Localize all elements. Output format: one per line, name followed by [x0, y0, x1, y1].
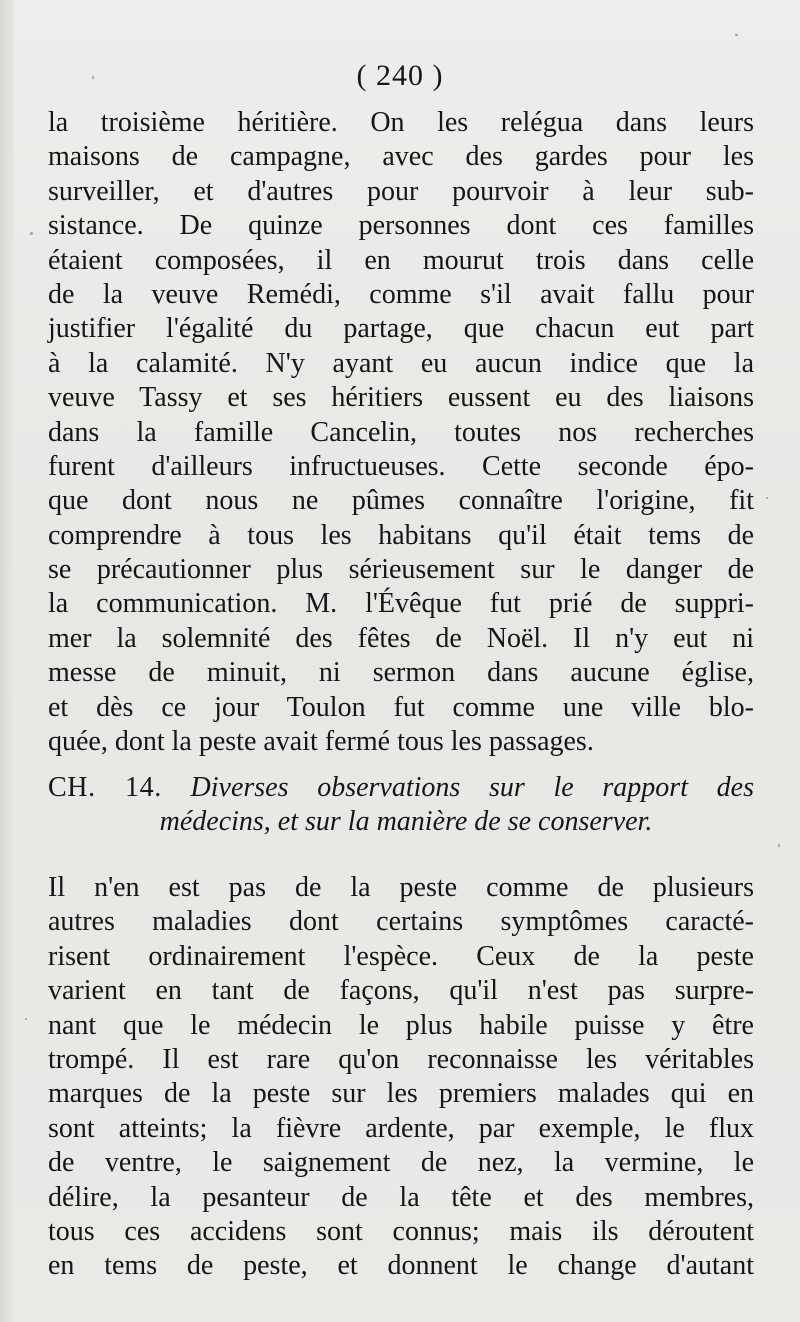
text-line: surveiller, et d'autres pour pourvoir à leur sub-: [48, 175, 754, 207]
text-line: veuve Tassy et ses héritiers eussent eu des liaisons: [48, 382, 754, 414]
text-line: nant que le médecin le plus habile puisse y être: [48, 1009, 754, 1041]
paper-speck: [30, 232, 33, 235]
text-line: trompé. Il est rare qu'on reconnaisse les véritables: [48, 1043, 754, 1075]
text-line: mer la solemnité des fêtes de Noël. Il n'y eut ni: [48, 622, 754, 654]
text-line: Il n'en est pas de la peste comme de plusieurs: [48, 872, 754, 903]
text-line: comprendre à tous les habitans qu'il était tems de: [48, 519, 754, 551]
text-line: de ventre, le saignement de nez, la vermine, le: [48, 1147, 754, 1179]
text-line: varient en tant de façons, qu'il n'est pas surpre-: [48, 975, 754, 1007]
text-line: quée, dont la peste avait fermé tous les passages.: [48, 726, 594, 758]
text-line: sont atteints; la fièvre ardente, par exemple, le flux: [48, 1112, 754, 1144]
text-line: de la veuve Remédi, comme s'il avait fallu pour: [48, 278, 754, 310]
text-line: furent d'ailleurs infructueuses. Cette seconde épo-: [48, 450, 754, 482]
text-line: et dès ce jour Toulon fut comme une ville blo-: [48, 691, 754, 723]
page-number: ( 240 ): [356, 59, 444, 92]
text-line: maisons de campagne, avec des gardes pour les: [48, 141, 754, 173]
text-line: que dont nous ne pûmes connaître l'origine, fit: [48, 485, 754, 517]
text-line: se précautionner plus sérieusement sur le danger de: [48, 554, 754, 586]
chapter-title-line-2: médecins, et sur la manière de se conserver.: [159, 806, 653, 837]
text-line: la troisième héritière. On les relégua dans leurs: [48, 107, 754, 138]
chapter-title-line-1: Diverses observations sur le rapport des: [190, 772, 754, 803]
text-line: messe de minuit, ni sermon dans aucune église,: [48, 657, 754, 689]
text-line: justifier l'égalité du partage, que chacun eut part: [48, 313, 754, 345]
page-left-edge: [0, 0, 14, 1322]
paper-speck: [25, 1018, 27, 1020]
paragraph-1: [48, 106, 754, 759]
text-line: dans la famille Cancelin, toutes nos recherches: [48, 416, 754, 448]
text-line: en tems de peste, et donnent le change d'autant: [48, 1250, 754, 1282]
text-line: autres maladies dont certains symptômes caracté-: [48, 906, 754, 938]
text-line: risent ordinairement l'espèce. Ceux de la peste: [48, 940, 754, 972]
chapter-heading-line-1: [48, 771, 754, 805]
text-line: étaient composées, il en mourut trois dans celle: [48, 244, 754, 276]
text-line: marques de la peste sur les premiers malades qui en: [48, 1078, 754, 1110]
text-line: sistance. De quinze personnes dont ces familles: [48, 210, 754, 242]
text-line: délire, la pesanteur de la tête et des membres,: [48, 1181, 754, 1213]
text-line: à la calamité. N'y ayant eu aucun indice que la: [48, 347, 754, 379]
paper-speck: [735, 34, 738, 36]
paper-speck: [766, 497, 768, 499]
text-line: la communication. M. l'Évêque fut prié de suppri-: [48, 588, 754, 620]
text-line: tous ces accidens sont connus; mais ils déroutent: [48, 1215, 754, 1247]
paper-speck: [92, 76, 94, 79]
chapter-heading: [48, 771, 754, 839]
chapter-label: CH. 14.: [48, 772, 162, 803]
paper-speck: [778, 844, 780, 847]
paragraph-2: [48, 871, 754, 1284]
